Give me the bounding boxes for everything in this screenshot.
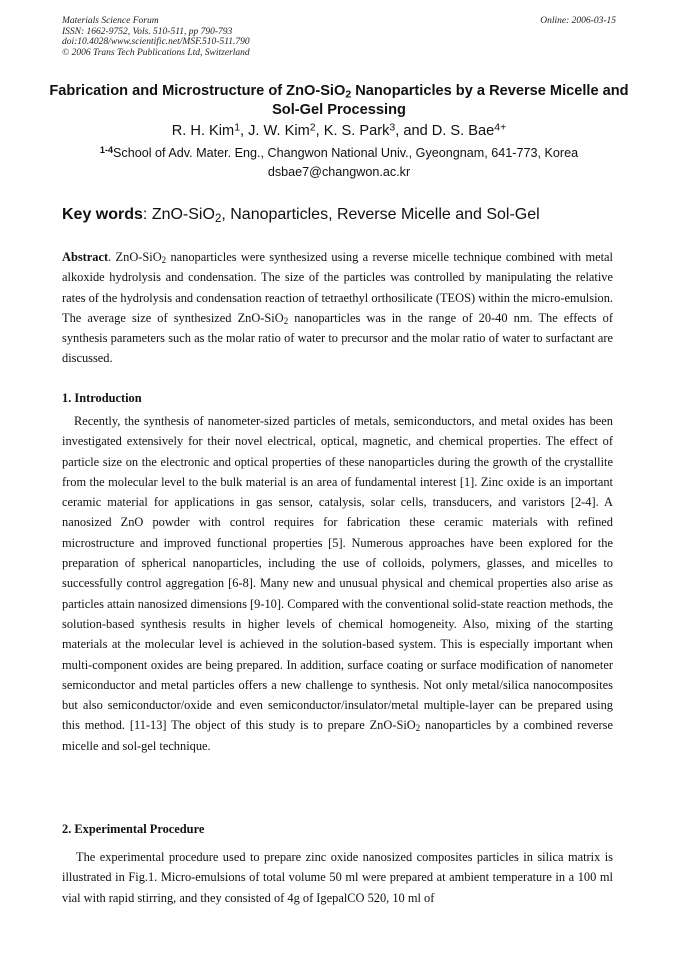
introduction-heading: 1. Introduction bbox=[62, 391, 142, 405]
introduction-paragraph: Recently, the synthesis of nanometer-sized particles of metals, semiconductors, and metal oxides has been investigated extensively for their novel electrical, optical, magnetic, and chemical properties. The effect of particle size on the electronic and optical properties of these nanoparticles during the growth of the crystallite from the molecular level to the bulk material is an area of fundamental interest [1]. Zinc oxide is an important ceramic material for applications in gas sensor, catalysis, solar cells, transducers, and varistors [2-4]. A nanosized ZnO powder with control requires for fabrication these ceramic materials with refined microstructure and improved functional properties [5]. Numerous approaches have been explored for the preparation of spherical nanoparticles, including the use of colloids, polymers, glasses, and micelles to successfully control aggregation [6-8]. Many new and unusual physical and chemical properties also arise as particles attain nanosized dimensions [9-10]. Compared with the conventional solid-state reaction methods, the solution-based synthesis results in higher levels of chemical homogeneity. Also, mixing of the starting materials at the molecular level is achieved in the solution-based system. This is especially important when multi-component oxides are being prepared. In addition, surface coating or surface modification of nanometer semiconductor and metal particles offers a new challenge to synthesis. Not only metal/silica nanocomposites but also semiconductor/oxide and even semiconductor/insulator/metal multiple-layer can be prepared using this method. [11-13] The object of this study is to prepare ZnO-SiO$_2$ nanoparticles by a combined reverse micelle and sol-gel technique. bbox=[62, 414, 613, 753]
keywords-line: Key words: ZnO-SiO$_2$, Nanoparticles, Reverse Micelle and Sol-Gel bbox=[62, 206, 540, 225]
abstract-paragraph: Abstract. ZnO-SiO$_2$ nanoparticles were synthesized using a reverse micelle technique combined with metal alkoxide hydrolysis and condensation. The size of the particles was controlled by manipulating the relative rates of the hydrolysis and condensation reaction of tetraethyl orthosilicate (TEOS) within the micro-emulsion. The average size of synthesized ZnO-SiO$_2$ nanoparticles was in the range of 20-40 nm. The effects of synthesis parameters such as the molar ratio of water to precursor and the molar ratio of water to surfactant are discussed. bbox=[62, 250, 613, 366]
copyright-line: © 2006 Trans Tech Publications Ltd, Switzerland bbox=[62, 47, 250, 58]
issn-line: ISSN: 1662-9752, Vols. 510-511, pp 790-793 bbox=[62, 26, 233, 37]
affiliation: $^{1-4}$School of Adv. Mater. Eng., Changwon National Univ., Gyeongnam, 641-773, Korea bbox=[99, 144, 579, 160]
experimental-heading: 2. Experimental Procedure bbox=[62, 822, 205, 836]
journal-header bbox=[62, 16, 250, 58]
title-block bbox=[40, 82, 638, 182]
experimental-paragraph: The experimental procedure used to prepare zinc oxide nanosized composites particles in silica matrix is illustrated in Fig.1. Micro-emulsions of total volume 50 ml were prepared at ambient temperature in a 100 ml vial with rapid stirring, and they consisted of 4g of IgepalCO 520, 10 ml of bbox=[62, 850, 613, 905]
online-date: Online: 2006-03-15 bbox=[540, 16, 616, 26]
author-email[interactable]: dsbae7@changwon.ac.kr bbox=[267, 165, 411, 179]
paper-title: Fabrication and Microstructure of ZnO-SiO$_2$ Nanoparticles by a Reverse Micelle and Sol-Gel Processing bbox=[49, 83, 629, 118]
doi-line[interactable]: doi:10.4028/www.scientific.net/MSF.510-511.790 bbox=[62, 37, 250, 48]
journal-name: Materials Science Forum bbox=[62, 16, 159, 26]
author-list: R. H. Kim$^1$, J. W. Kim$^2$, K. S. Park$^3$, and D. S. Bae$^{4+}$ bbox=[171, 121, 507, 139]
